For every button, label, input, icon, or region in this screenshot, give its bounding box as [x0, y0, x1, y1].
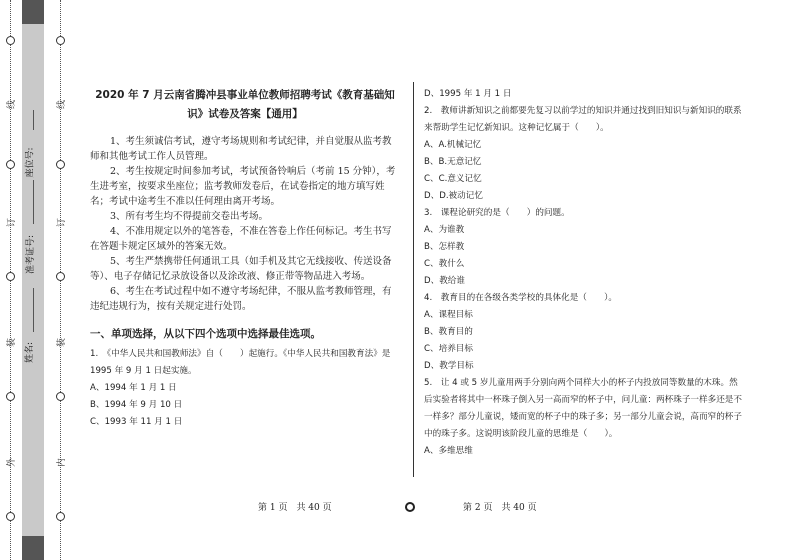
outer-mark-wai: 外 [7, 457, 18, 468]
inner-circle-5 [56, 512, 65, 521]
inner-circle-4 [56, 392, 65, 401]
question-option: D、D.被动记忆 [424, 191, 483, 201]
question-option: A、课程目标 [424, 310, 473, 320]
question-option: B、怎样教 [424, 242, 465, 252]
outer-circle-3 [6, 272, 15, 281]
binding-strip-top [22, 0, 44, 24]
question-option: A、多维思维 [424, 446, 473, 456]
outer-circle-1 [6, 36, 15, 45]
seat-field-label: 座位号: [25, 147, 36, 178]
question-option: B、教育目的 [424, 327, 473, 337]
seat-field-line [33, 110, 34, 130]
notice-5: 5、考生严禁携带任何通讯工具（如手机及其它无线接收、传送设备等）、电子存储记忆录放设备以及涂改液、修正带等物品进入考场。 [90, 256, 392, 282]
notice-3: 3、所有考生均不得提前交卷出考场。 [110, 211, 269, 222]
question-stem: 4. 教育目的在各级各类学校的具体化是（ ）。 [424, 293, 617, 303]
question-1-option-c: C、1993 年 11 月 1 日 [90, 417, 183, 427]
notice-6: 6、考生在考试过程中如不遵守考场纪律，不服从监考教师管理，有违纪违规行为，按有关规定进行处罚。 [90, 286, 392, 312]
page-number-right: 第 2 页 共 40 页 [463, 503, 537, 513]
inner-circle-1 [56, 36, 65, 45]
section-title: 一、单项选择，从以下四个选项中选择最佳选项。 [90, 328, 321, 340]
inner-mark-nei: 内 [57, 457, 68, 468]
outer-mark-ding: 订 [7, 217, 18, 228]
outer-circle-4 [6, 392, 15, 401]
inner-mark-xian: 线 [57, 99, 68, 110]
binding-margin [0, 0, 74, 560]
column-divider [413, 82, 414, 477]
outer-mark-zhuang: 装 [7, 337, 18, 348]
page-number-left: 第 1 页 共 40 页 [258, 503, 332, 513]
question-1-option-a: A、1994 年 1 月 1 日 [90, 383, 177, 393]
inner-circle-2 [56, 160, 65, 169]
binding-strip [22, 0, 44, 560]
center-mark-icon [405, 502, 415, 512]
question-1-option-b: B、1994 年 9 月 10 日 [90, 400, 183, 410]
right-column [424, 86, 746, 460]
question-stem: 5. 让 4 或 5 岁儿童用两手分别向两个同样大小的杯子内投放同等数量的木珠。然后实验者将其中一杯珠子倒入另一高而窄的杯子中，问儿童：两杯珠子一样多还是不一样多？部分儿童说，矮而宽的杯子中的珠子多；另一部分儿童会说，高而窄的杯子中的珠子多。这说明该阶段儿童的思维是（ ）。 [424, 378, 742, 439]
outer-circle-2 [6, 160, 15, 169]
question-option: A、A.机械记忆 [424, 140, 482, 150]
outer-circle-5 [6, 512, 15, 521]
exam-id-field-line [33, 180, 34, 224]
question-1-stem: 1. 《中华人民共和国教师法》自（ ）起施行。《中华人民共和国教育法》是 1995 年 9 月 1 日起实施。 [90, 349, 391, 376]
question-option: D、1995 年 1 月 1 日 [424, 89, 512, 99]
left-column [90, 82, 400, 431]
question-option: C、C.意义记忆 [424, 174, 482, 184]
exam-id-field-label: 准考证号: [26, 234, 37, 275]
outer-mark-xian: 线 [7, 99, 18, 110]
question-option: D、教学目标 [424, 361, 474, 371]
question-option: C、教什么 [424, 259, 465, 269]
name-field-label: 姓名: [25, 341, 36, 364]
binding-strip-bottom [22, 536, 44, 560]
notice-4: 4、不准用规定以外的笔答卷，不准在答卷上作任何标记。考生书写在答题卡规定区域外的答案无效。 [90, 226, 392, 252]
question-stem: 3. 课程论研究的是（ ）的问题。 [424, 208, 570, 218]
exam-title: 2020 年 7 月云南省腾冲县事业单位教师招聘考试《教育基础知识》试卷及答案【通用】 [95, 89, 395, 120]
question-option: D、教给谁 [424, 276, 465, 286]
inner-mark-zhuang: 装 [57, 337, 68, 348]
notice-1: 1、考生须诚信考试，遵守考场规则和考试纪律，并自觉服从监考教师和其他考试工作人员管理。 [90, 136, 392, 162]
notice-2: 2、考生按规定时间参加考试，考试预备铃响后（考前 15 分钟），考生进考室，按要求坐座位；监考教师发卷后，在试卷指定的地方填写姓名；考试中途考生不准以任何理由离开考场。 [90, 166, 396, 207]
question-option: C、培养目标 [424, 344, 473, 354]
inner-circle-3 [56, 272, 65, 281]
question-option: A、为谁教 [424, 225, 465, 235]
question-stem: 2. 教师讲新知识之前都要先复习以前学过的知识并通过找到旧知识与新知识的联系来帮助学生记忆新知识。这种记忆属于（ ）。 [424, 106, 742, 133]
name-field-line [33, 288, 34, 332]
inner-mark-ding: 订 [57, 217, 68, 228]
question-option: B、B.无意记忆 [424, 157, 482, 167]
